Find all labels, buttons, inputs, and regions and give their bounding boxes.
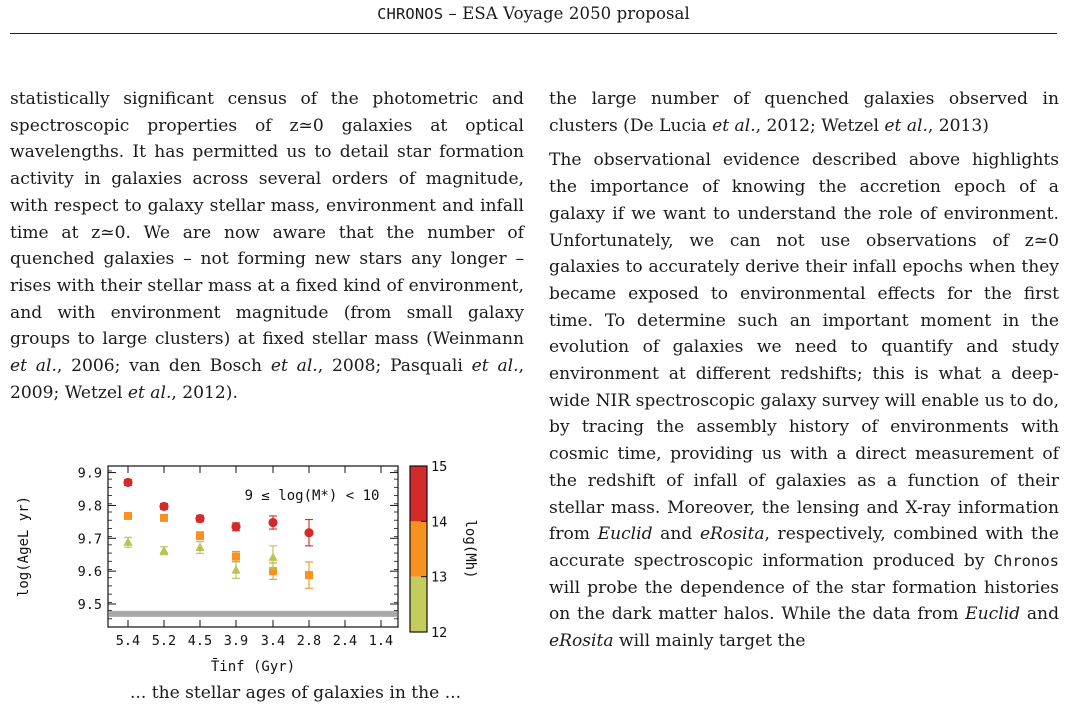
text-run: , respectively, combined with the accurate spectroscopic information produced by xyxy=(549,524,1060,571)
text-run: will probe the dependence of the star formation histories on the dark matter halos. While the data from xyxy=(549,577,1059,625)
data-point-circle xyxy=(123,478,132,487)
data-point-square xyxy=(124,512,132,520)
colorbar-tick-label: 13 xyxy=(431,569,448,586)
italic-text: Euclid xyxy=(965,604,1021,625)
right-column xyxy=(549,86,1059,655)
x-tick-label: 3.9 xyxy=(223,633,249,649)
mono-text: Chronos xyxy=(993,551,1059,570)
text-run: and xyxy=(652,524,700,545)
y-tick-label: 9.6 xyxy=(77,564,102,581)
left-column xyxy=(10,86,524,406)
data-point-triangle xyxy=(231,565,240,574)
running-head-title: – ESA Voyage 2050 proposal xyxy=(443,4,690,23)
data-point-circle xyxy=(268,518,277,527)
colorbar-tick-label: 12 xyxy=(431,625,448,641)
x-tick-label: 3.4 xyxy=(260,633,286,649)
data-point-circle xyxy=(231,522,240,531)
data-point-triangle xyxy=(195,542,204,551)
age-vs-infall-figure xyxy=(0,456,524,688)
italic-text: eRosita xyxy=(699,524,765,545)
italic-text: et al. xyxy=(471,356,519,377)
right-paragraph-1 xyxy=(549,86,1059,139)
left-paragraph xyxy=(10,86,524,406)
text-run: , 2012; Wetzel xyxy=(755,115,885,136)
data-point-square xyxy=(305,571,313,579)
reference-band-bar xyxy=(109,611,397,617)
y-tick-label: 9.9 xyxy=(77,465,102,482)
y-tick-label: 9.5 xyxy=(77,597,102,613)
y-tick-label: 9.7 xyxy=(77,531,102,548)
text-run: , 2012). xyxy=(171,382,238,403)
right-paragraph-2 xyxy=(549,147,1059,654)
text-run: and xyxy=(1020,604,1060,625)
x-tick-label: 4.5 xyxy=(187,633,213,649)
italic-text: Euclid xyxy=(597,524,653,545)
x-tick-label: 5.4 xyxy=(115,633,141,649)
italic-text: et al. xyxy=(127,382,172,403)
data-point-circle xyxy=(159,502,168,511)
data-point-square xyxy=(160,514,168,522)
running-head xyxy=(0,4,1067,23)
x-axis-label xyxy=(211,657,295,675)
text-run: statistically significant census of the photometric and spectroscopic properties of z≃0 galaxies at optical wavelengths. It has permitted us to detail star formation activity in galaxies across several orders of magnitude, with respect to galaxy stellar mass, environment and infall time at z≃0. We are now aware that the number of quenched galaxies – not forming new stars any longer – rises with their stellar mass at a fixed kind of environment, and with environment magnitude (from small galaxy groups to large clusters) at fixed stellar mass (Weinmann xyxy=(10,89,524,350)
colorbar xyxy=(410,459,447,641)
y-axis-label xyxy=(16,496,32,597)
data-point-circle xyxy=(304,528,313,537)
y-tick-label: 9.8 xyxy=(77,498,102,515)
italic-text: et al. xyxy=(884,115,928,136)
header-rule xyxy=(10,33,1057,34)
x-tick-label: 1.4 xyxy=(368,633,394,649)
italic-text: et al. xyxy=(712,115,756,136)
italic-text: et al. xyxy=(270,356,318,377)
colorbar-tick-label: 14 xyxy=(431,514,448,531)
text-run: the large number of quenched galaxies observed in clusters (De Lucia xyxy=(549,89,1059,136)
text-run: , 2009; Wetzel xyxy=(10,356,525,403)
colorbar-band xyxy=(410,521,427,576)
text-run: will mainly target the xyxy=(613,631,806,652)
data-point-circle xyxy=(195,514,204,523)
data-point-square xyxy=(196,532,204,540)
x-axis-label-text: T̄inf (Gyr) xyxy=(210,659,296,675)
text-run: , 2008; Pasquali xyxy=(317,356,472,377)
colorbar-label-text: log(Mh) xyxy=(462,519,478,579)
x-tick-label: 2.8 xyxy=(296,633,322,649)
text-run: , 2006; van den Bosch xyxy=(56,356,271,377)
data-point-triangle xyxy=(268,552,277,561)
italic-text: et al. xyxy=(10,356,57,377)
text-run: The observational evidence described above highlights the importance of knowing the accretion epoch of a galaxy if we want to understand the role of environment. Unfortunately, we can not use observations of z≃0 galaxies to accurately derive their infall epochs when they became exposed to environmental effects for the first time. To determine such an important moment in the evolution of galaxies we need to quantify and study environment at different redshifts; this is what a deep-wide NIR spectroscopic galaxy survey will enable us to do, by tracing the assembly history of environments with cosmic time, providing us with a direct measurement of the redshift of infall of galaxies as a function of their stellar mass. Moreover, the lensing and X-ray information from xyxy=(549,150,1059,545)
colorbar-tick-label: 15 xyxy=(431,459,448,475)
colorbar-band xyxy=(410,577,427,632)
mass-bin-annotation: 9 ≤ log(M*) < 10 xyxy=(244,488,380,504)
colorbar-label xyxy=(462,519,478,578)
italic-text: eRosita xyxy=(549,631,614,652)
figure-caption-fragment: ... the stellar ages of galaxies in the ... xyxy=(130,683,462,703)
colorbar-band xyxy=(410,466,427,521)
reference-band xyxy=(109,611,397,617)
x-tick-label: 5.2 xyxy=(151,633,177,649)
data-point-square xyxy=(232,552,240,560)
data-point-triangle xyxy=(123,537,132,546)
y-axis-label-text: log(AgeL yr) xyxy=(16,495,32,598)
x-tick-label: 2.4 xyxy=(332,633,358,649)
text-run: , 2013) xyxy=(927,115,989,136)
running-head-acronym: CHRONOS xyxy=(377,5,444,23)
